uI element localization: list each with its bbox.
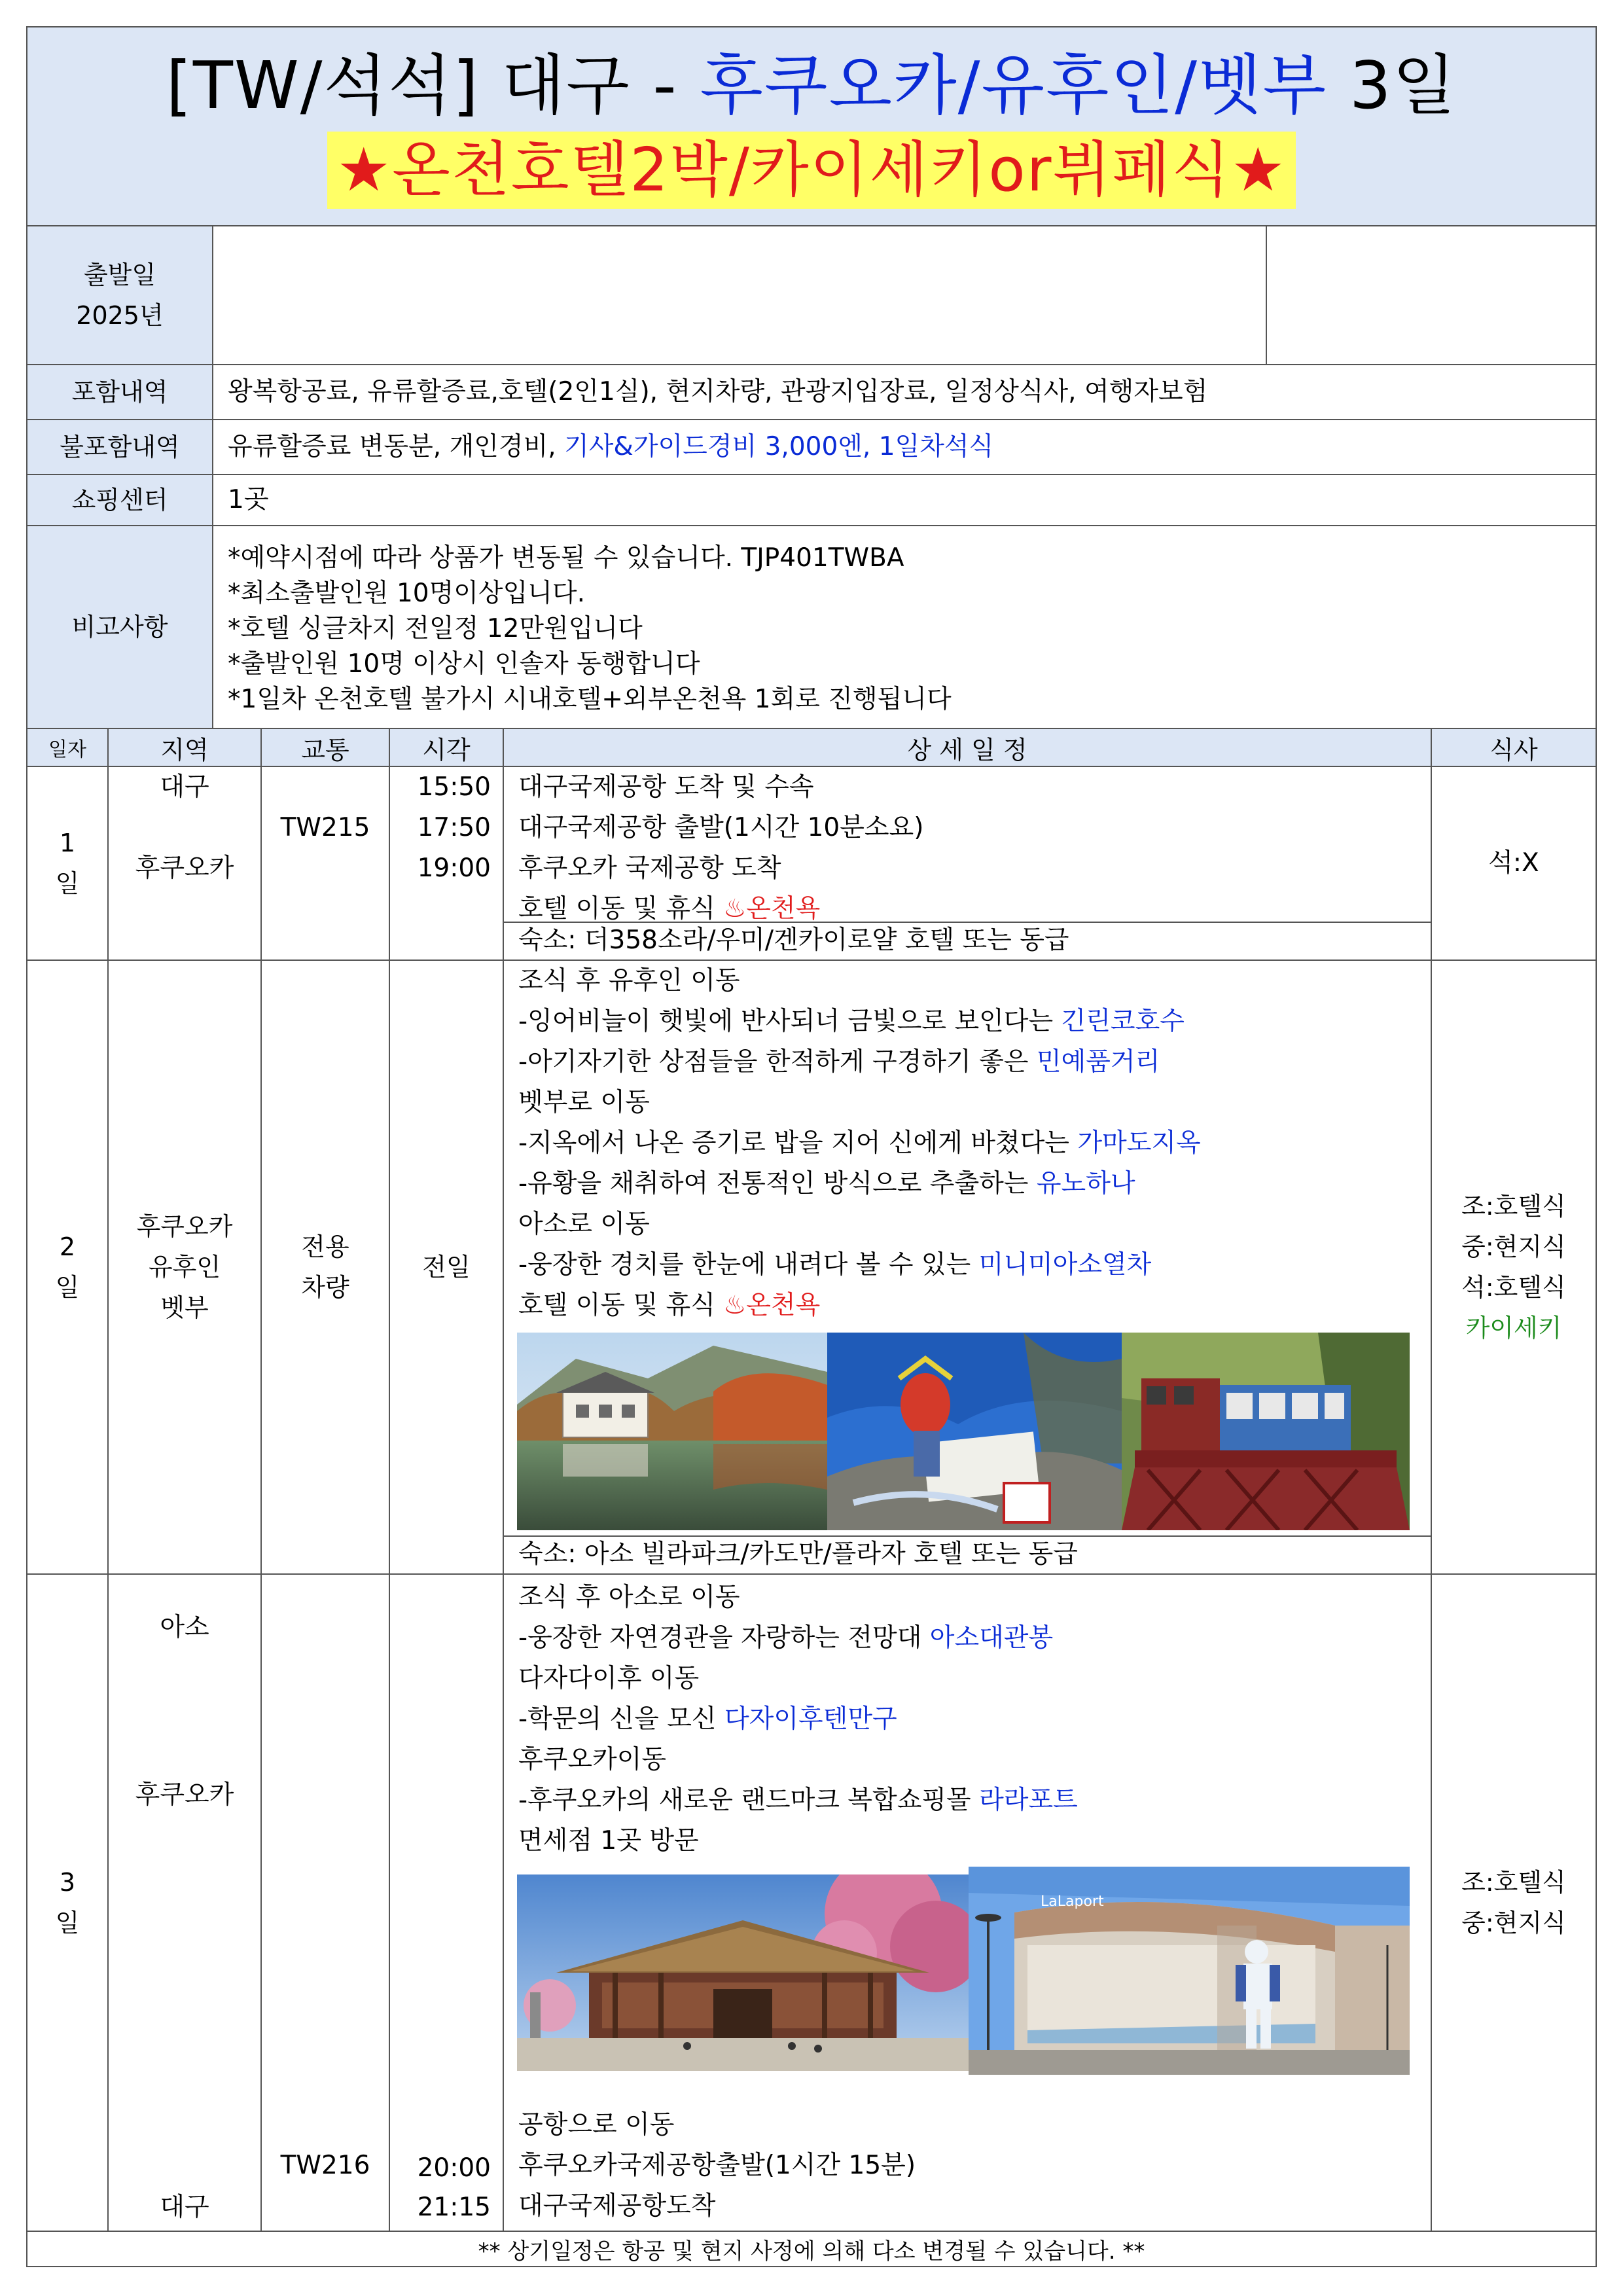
day2-meal-kaiseki: 카이세키 [1465,1314,1562,1342]
day1-meal: 석:X [1488,848,1539,878]
day1-detail-line: 대구국제공항 도착 및 수속 [518,772,814,802]
day3-flight: TW216 [280,2151,370,2180]
col-region [107,728,262,767]
day2-detail-line: 조식 후 유후인 이동 [518,966,740,996]
note-line: *호텔 싱글차지 전일정 12만원입니다 [228,614,643,643]
day2-unit: 일 [55,1273,80,1302]
day2-meal: 중:현지식 [1461,1232,1566,1261]
col-transport-label: 교통 [301,735,349,764]
day3-desc: -학문의 신을 모신 [518,1704,724,1734]
shopping-label: 쇼핑센터 [71,486,168,514]
day3-detail-line: 다자다이후 이동 [518,1664,700,1693]
kinrin-lake-photo [517,1333,827,1530]
day1-time-cell [389,766,504,961]
day3-detail-line: 면세점 1곳 방문 [518,1826,699,1856]
day2-day-cell [26,960,109,1575]
day1-lodging: 숙소: 더358소라/우미/겐카이로얄 호텔 또는 동급 [518,925,1069,955]
day3-detail-line [518,1618,1053,1659]
day1-unit: 일 [55,869,80,898]
day3-time-cell [389,1573,504,2232]
day2-lodging: 숙소: 아소 빌라파크/카도만/플라자 호텔 또는 동급 [518,1539,1078,1569]
day1-detail-line: 대구국제공항 출발(1시간 10분소요) [518,813,924,842]
day2-detail-line: 벳부로 이동 [518,1088,650,1117]
excluded-value-cell [212,419,1597,475]
day2-spot-kamado: 가마도지옥 [1077,1128,1201,1158]
excluded-value [228,427,993,467]
day2-time-cell [389,960,504,1575]
day1-region-cell [107,766,262,961]
day2-meal-cell [1431,960,1597,1575]
kamado-jigoku-photo [827,1333,1122,1530]
day3-time: 21:15 [417,2193,491,2222]
day2-detail-line [518,1042,1160,1083]
notes-label: 비고사항 [71,613,168,641]
day3-detail-line: 공항으로 이동 [518,2110,675,2140]
day3-time: 20:00 [417,2153,491,2183]
col-detail-label: 상 세 일 정 [907,735,1027,764]
col-day [26,728,109,767]
day1-detail-cell [503,766,1432,961]
note-line: *최소출발인원 10명이상입니다. [228,579,586,608]
day1-region-daegu: 대구 [160,772,209,802]
day2-transport: 전용 [301,1232,349,1261]
day3-meal-cell [1431,1573,1597,2232]
day3-spot-lalaport: 라라포트 [979,1785,1078,1815]
note-line: *출발인원 10명 이상시 인솔자 동행합니다 [228,649,700,679]
included-label: 포함내역 [71,378,168,406]
col-meal [1431,728,1597,767]
day3-detail-line: 후쿠오카이동 [518,1745,667,1774]
note-line: *예약시점에 따라 상품가 변동될 수 있습니다. TJP401TWBA [228,543,904,573]
day2-meal: 조:호텔식 [1461,1192,1566,1221]
day2-spot-yunohana: 유노하나 [1036,1169,1135,1198]
day2-spot-train: 미니미아소열차 [978,1250,1152,1280]
day3-detail-line: 조식 후 아소로 이동 [518,1583,740,1612]
day2-lodging-row [504,1535,1431,1573]
day2-spot-crafts: 민예품거리 [1036,1047,1160,1077]
day2-meal: 석:호텔식 [1461,1273,1566,1302]
lalaport-photo [969,1867,1410,2075]
departure-label-cell [26,225,213,365]
day2-transport: 차량 [301,1273,349,1302]
excluded-label-cell [26,419,213,475]
col-time-label: 시각 [422,735,471,764]
title-text-black: [TW/석석] 대구 - [166,47,700,124]
day2-onsen: ♨온천욕 [723,1291,821,1320]
day3-number: 3 [59,1868,76,1897]
day2-detail-cell [503,960,1432,1575]
day3-desc: -웅장한 자연경관을 자랑하는 전망대 [518,1623,930,1653]
day2-region: 유후인 [148,1253,221,1282]
day1-time: 15:50 [417,772,491,802]
day3-spot-daikanbo: 아소대관봉 [929,1623,1054,1653]
day2-desc: -아기자기한 상점들을 한적하게 구경하기 좋은 [518,1047,1037,1077]
col-time [389,728,504,767]
day2-transport-cell [260,960,390,1575]
day3-day-cell [26,1573,109,2232]
included-value: 왕복항공료, 유류할증료,호텔(2인1실), 현지차량, 관광지입장료, 일정상식사, 여행자보험 [228,377,1208,406]
day1-time: 19:00 [417,853,491,883]
footer-note: ** 상기일정은 항공 및 현지 사정에 의해 다소 변경될 수 있습니다. ** [478,2238,1145,2265]
excluded-label: 불포함내역 [60,433,180,461]
shopping-label-cell [26,474,213,526]
day3-region-cell [107,1573,262,2232]
day3-detail-line: 후쿠오카국제공항출발(1시간 15분) [518,2151,916,2180]
excluded-guide-fee: 기사&가이드경비 3,000엔, 1일차석식 [564,432,994,461]
day3-transport-cell [260,1573,390,2232]
col-region-label: 지역 [160,735,209,764]
day1-day-cell [26,766,109,961]
notes-value-cell [212,525,1597,729]
day2-detail-line [518,1285,820,1326]
day2-detail-line [518,1001,1185,1042]
day2-region-cell [107,960,262,1575]
departure-date-cell [212,225,1267,365]
day3-detail-line: 대구국제공항도착 [518,2191,716,2221]
day1-meal-cell [1431,766,1597,961]
departure-extra-cell [1266,225,1597,365]
day3-detail-line [518,1699,897,1740]
col-detail [503,728,1432,767]
day2-number: 2 [59,1232,76,1261]
day2-detail-line [518,1123,1201,1164]
day3-region-daegu: 대구 [160,2193,209,2222]
day2-detail-line [518,1245,1151,1285]
day2-region: 후쿠오카 [136,1212,233,1241]
day3-region-aso: 아소 [160,1613,209,1642]
col-transport [260,728,390,767]
lalaport-sign: LaLaport [1041,1893,1104,1910]
day2-desc: -지옥에서 나온 증기로 밥을 지어 신에게 바쳤다는 [518,1128,1078,1158]
day2-desc: -유황을 채취하여 전통적인 방식으로 추출하는 [518,1169,1037,1198]
title-duration: 3일 [1327,47,1457,124]
dazaifu-shrine-photo [517,1874,969,2071]
day2-desc: -웅장한 경치를 한눈에 내려다 볼 수 있는 [518,1250,979,1280]
title-line2-wrap [26,128,1597,213]
excluded-value-text: 유류할증료 변동분, 개인경비, [228,432,565,461]
day1-detail-line: 후쿠오카 국제공항 도착 [518,853,781,883]
footer-note-cell [26,2231,1597,2267]
day2-time: 전일 [422,1253,471,1282]
included-label-cell [26,364,213,420]
departure-year: 2025년 [76,301,164,330]
note-line: *1일차 온천호텔 불가시 시내호텔+외부온천욕 1회로 진행됩니다 [228,685,952,714]
shopping-value-cell [212,474,1597,526]
minami-aso-train-photo [1122,1333,1410,1530]
day1-hotel-move: 호텔 이동 및 휴식 [518,894,724,924]
day3-detail-cell [503,1573,1432,2232]
day2-detail-line: 아소로 이동 [518,1210,650,1239]
day2-desc: 호텔 이동 및 휴식 [518,1291,724,1320]
day3-spot-dazaifu: 다자이후텐만구 [724,1704,897,1734]
day1-transport-cell [260,766,390,961]
day2-spot-kinrin: 긴린코호수 [1061,1007,1185,1036]
day1-lodging-row [504,922,1431,960]
departure-label: 출발일 [83,260,156,289]
day3-meal: 조:호텔식 [1461,1868,1566,1897]
day2-desc: -잉어비늘이 햇빛에 반사되너 금빛으로 보인다는 [518,1007,1061,1036]
title-subtitle: ★온천호텔2박/카이세키or뷔페식★ [327,132,1295,209]
day1-region-fukuoka: 후쿠오카 [135,853,234,883]
day2-detail-line [518,1164,1135,1204]
day2-region: 벳부 [160,1293,209,1322]
day3-unit: 일 [55,1909,80,1937]
included-value-cell [212,364,1597,420]
col-day-label: 일자 [48,738,86,761]
day3-detail-line [518,1780,1078,1821]
day3-meal: 중:현지식 [1461,1909,1566,1937]
col-meal-label: 식사 [1489,735,1538,764]
shopping-value: 1곳 [228,485,269,514]
day3-region-fukuoka: 후쿠오카 [135,1780,234,1810]
notes-label-cell [26,525,213,729]
day1-onsen: ♨온천욕 [723,894,821,924]
title-destinations: 후쿠오카/유후인/벳부 [700,47,1328,124]
title-line1 [26,34,1597,126]
day1-flight: TW215 [280,813,370,842]
day1-time: 17:50 [417,813,491,842]
day3-desc: -후쿠오카의 새로운 랜드마크 복합쇼핑몰 [518,1785,980,1815]
day1-number: 1 [59,829,76,857]
